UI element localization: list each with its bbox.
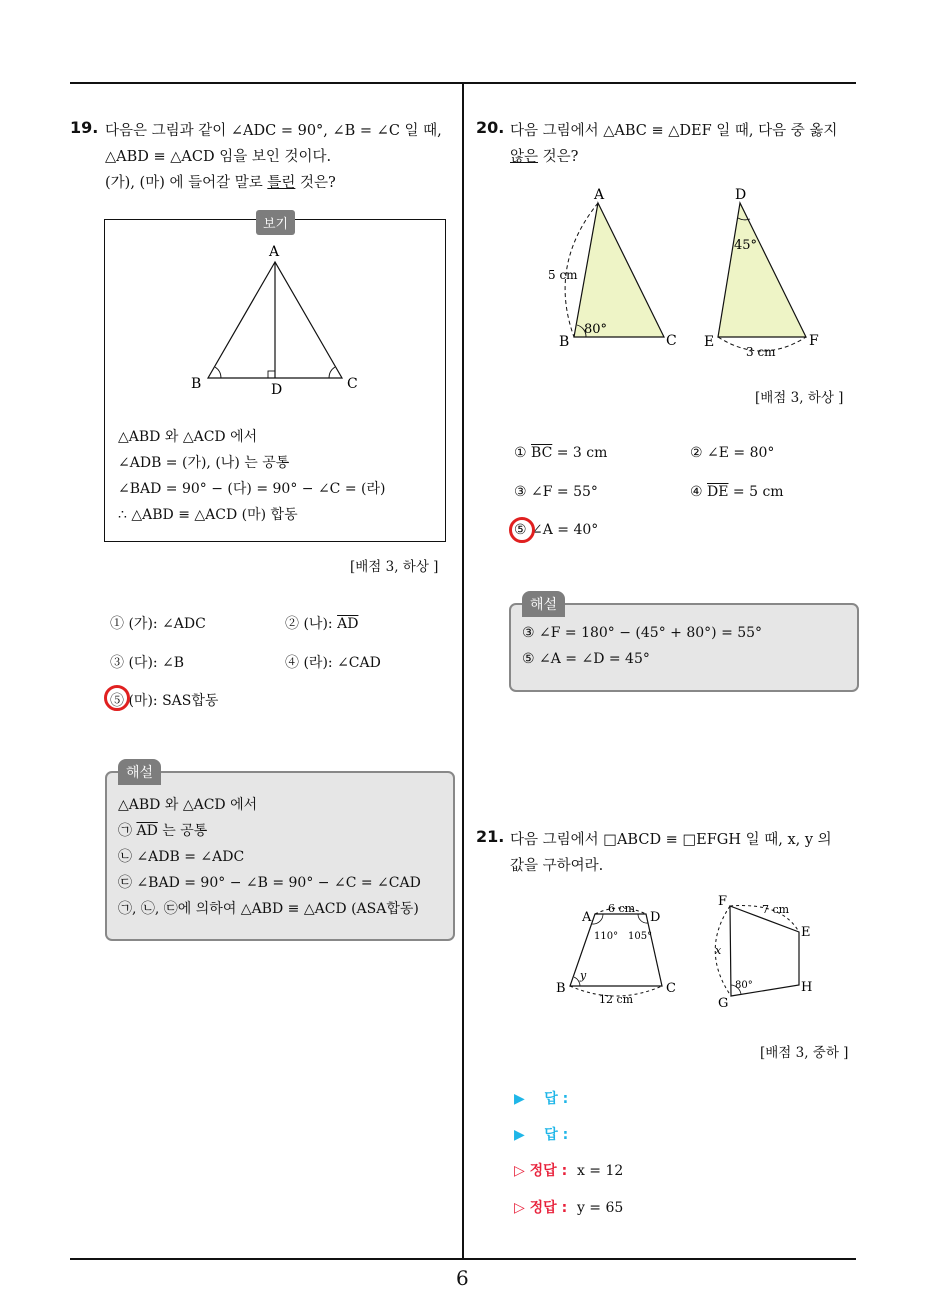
answer-marker-icon: ▶ <box>514 1127 525 1143</box>
q19-hint-line4: ㉢ ∠BAD = 90° − ∠B = 90° − ∠C = ∠CAD <box>118 875 421 891</box>
q19-choice-1[interactable]: ① (가): ∠ADC <box>110 616 206 632</box>
q21-label-c: C <box>666 981 676 996</box>
q21-score: [배점 3, 중하 ] <box>760 1045 849 1061</box>
q20-text-line2: 않은 것은? <box>510 149 579 165</box>
q20-hint-line1: ③ ∠F = 180° − (45° + 80°) = 55° <box>522 625 763 641</box>
q21-label-h: H <box>801 980 813 995</box>
q20-label-angle-b: 80° <box>584 322 608 337</box>
q21-text-line2: 값을 구하여라. <box>510 858 604 874</box>
q19-hint-line1: △ABD 와 △ACD 에서 <box>118 797 258 813</box>
q21-quadrilaterals-diagram <box>550 888 830 1013</box>
q19-triangle-diagram <box>185 240 365 400</box>
q19-label-b: B <box>191 376 202 392</box>
q19-score: [배점 3, 하상 ] <box>350 559 439 575</box>
q20-triangle-def <box>718 203 806 337</box>
q21-label-g: G <box>718 996 729 1011</box>
q19-text-line2: △ABD ≡ △ACD 임을 보인 것이다. <box>105 149 332 165</box>
answer-marker-icon: ▶ <box>514 1091 525 1107</box>
correct-marker-icon: ▷ <box>514 1163 525 1179</box>
q21-number: 21. <box>476 827 505 846</box>
q19-selected-ring <box>104 685 130 711</box>
q21-text-line1: 다음 그림에서 □ABCD ≡ □EFGH 일 때, x, y 의 <box>510 832 832 848</box>
q19-number: 19. <box>70 118 99 137</box>
q20-selected-ring <box>509 517 535 543</box>
q19-proof-line3: ∠BAD = 90° − (다) = 90° − ∠C = (라) <box>118 481 386 497</box>
page-number: 6 <box>456 1266 469 1290</box>
q20-number: 20. <box>476 118 505 137</box>
q20-label-side-ef: 3 cm <box>746 345 776 359</box>
q20-choice-2[interactable]: ② ∠E = 80° <box>690 445 775 461</box>
q20-triangles-diagram <box>540 185 840 365</box>
q19-text-line3: (가), (마) 에 들어갈 말로 틀린 것은? <box>105 175 336 191</box>
q19-choice-4[interactable]: ④ (라): ∠CAD <box>285 655 381 671</box>
q21-label-side-x: x <box>715 944 722 957</box>
q19-example-label: 보기 <box>256 210 295 235</box>
q19-proof-line2: ∠ADB = (가), (나) 는 공통 <box>118 455 290 471</box>
q20-choice-4[interactable]: ④ $\overline{DE} = 5$ cm <box>690 484 784 500</box>
q19-choice-5[interactable]: ⑤ (마): SAS합동 <box>110 693 219 709</box>
q21-label-bc: 12 cm <box>599 993 634 1006</box>
q21-label-fe: 7 cm <box>762 903 790 916</box>
q21-correct-row-2: ▷ 정답 : y = 65 <box>514 1200 624 1216</box>
q20-label-side-ab: 5 cm <box>548 268 578 282</box>
q20-triangle-abc <box>574 203 664 337</box>
q21-label-e: E <box>801 925 811 940</box>
q21-label-d: D <box>650 910 661 925</box>
q21-label-b: B <box>556 981 566 996</box>
q20-choice-3[interactable]: ③ ∠F = 55° <box>514 484 598 500</box>
q21-answer-row-1[interactable]: ▶ 답 : <box>514 1091 569 1107</box>
q20-hint-label: 해설 <box>522 591 565 617</box>
q20-text-line1: 다음 그림에서 △ABC ≡ △DEF 일 때, 다음 중 옳지 <box>510 123 838 139</box>
q19-hint-line5: ㉠, ㉡, ㉢에 의하여 △ABD ≡ △ACD (ASA합동) <box>118 901 419 917</box>
q20-label-f: F <box>809 333 819 349</box>
q21-label-f: F <box>718 894 728 909</box>
q19-choice-3[interactable]: ③ (다): ∠B <box>110 655 185 671</box>
q19-angle-c-arc <box>329 367 335 378</box>
q20-label-c: C <box>666 333 677 349</box>
correct-marker-icon: ▷ <box>514 1200 525 1216</box>
q20-label-b: B <box>559 334 570 350</box>
q20-label-angle-d: 45° <box>734 238 758 253</box>
q19-proof-line1: △ABD 와 △ACD 에서 <box>118 429 258 445</box>
q19-label-c: C <box>347 376 358 392</box>
q19-choice-2[interactable]: ② (나): $\overline{AD}$ <box>285 616 359 632</box>
q19-label-d: D <box>271 382 283 398</box>
q20-label-e: E <box>704 334 715 350</box>
q19-angle-b-arc <box>215 367 221 378</box>
q21-label-angle-a: 110° <box>594 931 619 942</box>
q19-proof-line4: ∴ △ABD ≡ △ACD (마) 합동 <box>118 507 298 523</box>
q19-label-a: A <box>269 244 280 260</box>
q20-hint-line2: ⑤ ∠A = ∠D = 45° <box>522 651 650 667</box>
q20-choice-1[interactable]: ① $\overline{BC} = 3$ cm <box>514 445 608 461</box>
q21-label-a: A <box>582 910 592 925</box>
q19-hint-line2: ㉠ $\overline{AD}$ 는 공통 <box>118 823 208 839</box>
q21-correct-row-1: ▷ 정답 : x = 12 <box>514 1163 624 1179</box>
q20-label-d: D <box>735 187 747 203</box>
q20-score: [배점 3, 하상 ] <box>755 390 844 406</box>
q21-label-angle-g: 80° <box>735 980 753 991</box>
q21-label-angle-b: y <box>580 969 587 982</box>
q20-choice-5[interactable]: ⑤ ∠A = 40° <box>514 522 599 538</box>
q19-text-line1: 다음은 그림과 같이 ∠ADC = 90°, ∠B = ∠C 일 때, <box>105 123 442 139</box>
q21-label-ad: 6 cm <box>608 902 636 915</box>
column-divider <box>462 82 464 1260</box>
q19-right-angle-mark <box>268 371 275 378</box>
q20-label-a: A <box>594 187 605 203</box>
q21-label-angle-d: 105° <box>628 931 653 942</box>
q19-hint-label: 해설 <box>118 759 161 785</box>
q21-answer-row-2[interactable]: ▶ 답 : <box>514 1127 569 1143</box>
q19-hint-line3: ㉡ ∠ADB = ∠ADC <box>118 849 245 865</box>
